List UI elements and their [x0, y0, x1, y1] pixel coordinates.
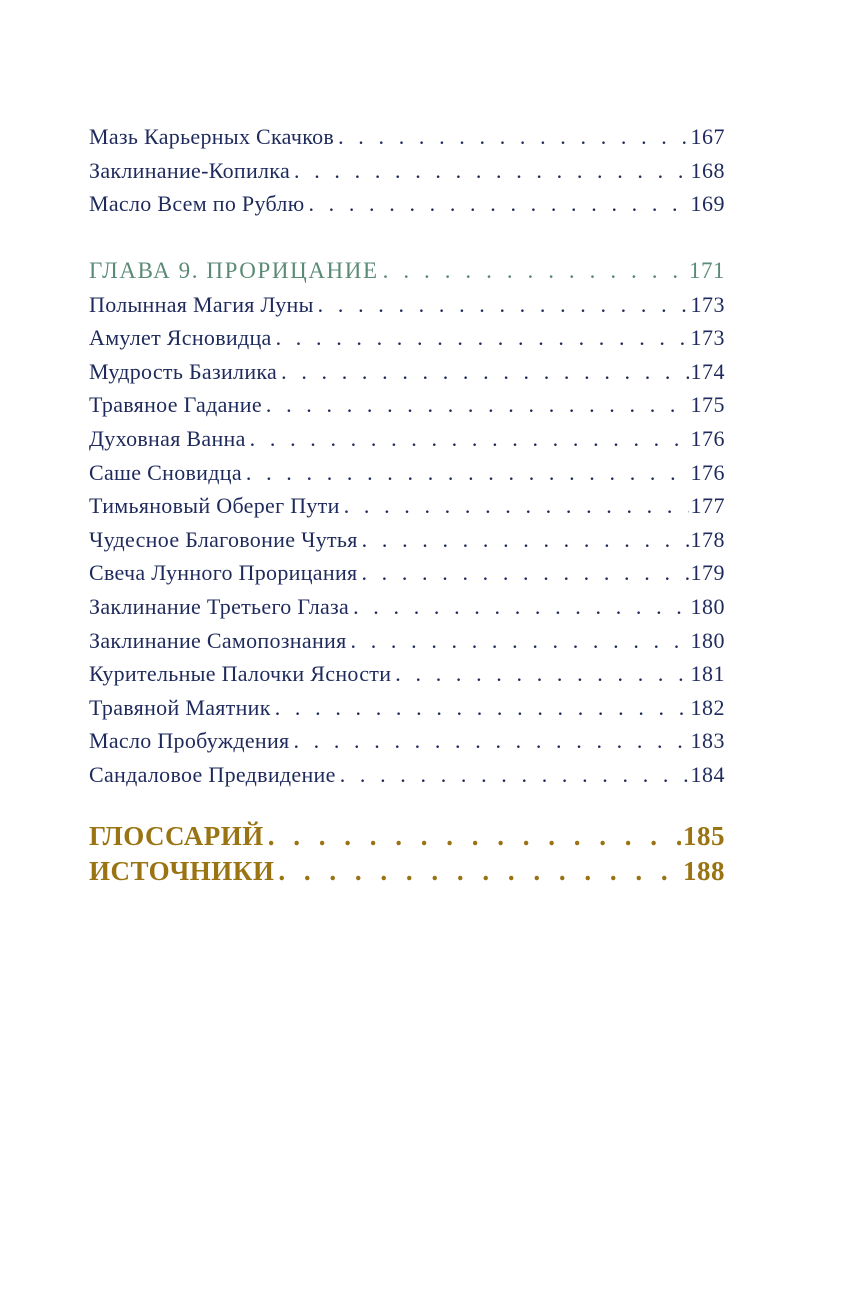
dot-leader [293, 724, 688, 758]
toc-entry [89, 456, 725, 490]
dot-leader [340, 758, 689, 792]
toc-back-matter-section [89, 819, 725, 889]
toc-entry-title: Масло Пробуждения [89, 728, 290, 754]
toc-entry-title: Масло Всем по Рублю [89, 191, 305, 217]
dot-leader [362, 523, 689, 557]
toc-entry [89, 657, 725, 691]
toc-entry-title: Саше Сновидца [89, 459, 242, 485]
chapter-heading-page: 171 [689, 258, 725, 283]
toc-top-section [89, 120, 725, 221]
toc-entry-page: 184 [690, 761, 725, 787]
toc-entry [89, 288, 725, 322]
chapter-heading [89, 254, 725, 288]
back-matter-page: 188 [683, 856, 725, 886]
toc-chapter-9-section [89, 254, 725, 792]
back-matter-entry [89, 854, 725, 889]
dot-leader [276, 321, 689, 355]
toc-entry [89, 422, 725, 456]
toc-entry-title: Сандаловое Предвидение [89, 761, 336, 787]
back-matter-title: ГЛОССАРИЙ [89, 821, 264, 851]
toc-entry-page: 182 [690, 694, 725, 720]
dot-leader [353, 590, 688, 624]
toc-entry-title: Тимьяновый Оберег Пути [89, 493, 340, 519]
toc-entry-title: Травяной Маятник [89, 694, 271, 720]
toc-entry-page: 181 [690, 661, 725, 687]
dot-leader [344, 489, 689, 523]
toc-entry-page: 175 [690, 392, 725, 418]
toc-entry [89, 187, 725, 221]
toc-entry-page: 183 [690, 728, 725, 754]
dot-leader [351, 624, 689, 658]
toc-entry [89, 321, 725, 355]
toc-entry-title: Заклинание Самопознания [89, 627, 347, 653]
toc-entry-title: Мазь Карьерных Скачков [89, 124, 335, 149]
back-matter-entry [89, 819, 725, 854]
toc-entry [89, 691, 725, 725]
dot-leader [318, 288, 689, 322]
dot-leader [278, 854, 681, 889]
dot-leader [246, 456, 689, 490]
back-matter-title: ИСТОЧНИКИ [89, 856, 275, 886]
toc-entry [89, 758, 725, 792]
toc-entry [89, 556, 725, 590]
toc-entry-page: 167 [690, 124, 725, 149]
toc-entry [89, 523, 725, 557]
toc-entry-title: Чудесное Благовоние Чутья [89, 526, 358, 552]
toc-entry-page: 179 [690, 560, 725, 586]
dot-leader [268, 819, 681, 854]
toc-entry-title: Амулет Ясновидца [89, 325, 272, 351]
toc-entry-title: Заклинание-Копилка [89, 157, 291, 183]
dot-leader [294, 154, 688, 188]
toc-entry-title: Полынная Магия Луны [89, 291, 314, 317]
toc-entry [89, 154, 725, 188]
toc-entry-page: 180 [690, 627, 725, 653]
dot-leader [281, 355, 688, 389]
toc-entry-title: Курительные Палочки Ясности [89, 661, 392, 687]
toc-entry-page: 168 [690, 157, 725, 183]
toc-entry [89, 624, 725, 658]
toc-entry [89, 590, 725, 624]
toc-entry [89, 489, 725, 523]
toc-entry-page: 177 [690, 493, 725, 519]
dot-leader [383, 254, 687, 288]
toc-entry-title: Заклинание Третьего Глаза [89, 593, 350, 619]
dot-leader [308, 187, 688, 221]
toc-entry-page: 176 [690, 459, 725, 485]
back-matter-page: 185 [683, 821, 725, 851]
toc-entry [89, 388, 725, 422]
toc-entry-title: Духовная Ванна [89, 425, 246, 451]
toc-entry-page: 180 [690, 593, 725, 619]
toc-entry-page: 169 [690, 191, 725, 217]
dot-leader [338, 120, 688, 154]
dot-leader [361, 556, 688, 590]
toc-entry [89, 724, 725, 758]
dot-leader [275, 691, 689, 725]
chapter-heading-title: ГЛАВА 9. ПРОРИЦАНИЕ [89, 258, 379, 283]
toc-entry-page: 173 [690, 291, 725, 317]
toc-entry-title: Свеча Лунного Прорицания [89, 560, 358, 586]
toc-entry-title: Мудрость Базилика [89, 358, 278, 384]
toc-entry-page: 173 [690, 325, 725, 351]
toc-entry [89, 120, 725, 154]
toc-entry-page: 176 [690, 425, 725, 451]
dot-leader [266, 388, 689, 422]
toc-entry-page: 178 [690, 526, 725, 552]
dot-leader [395, 657, 688, 691]
toc-entry [89, 355, 725, 389]
dot-leader [250, 422, 689, 456]
toc-entry-page: 174 [690, 358, 725, 384]
toc-entry-title: Травяное Гадание [89, 392, 262, 418]
